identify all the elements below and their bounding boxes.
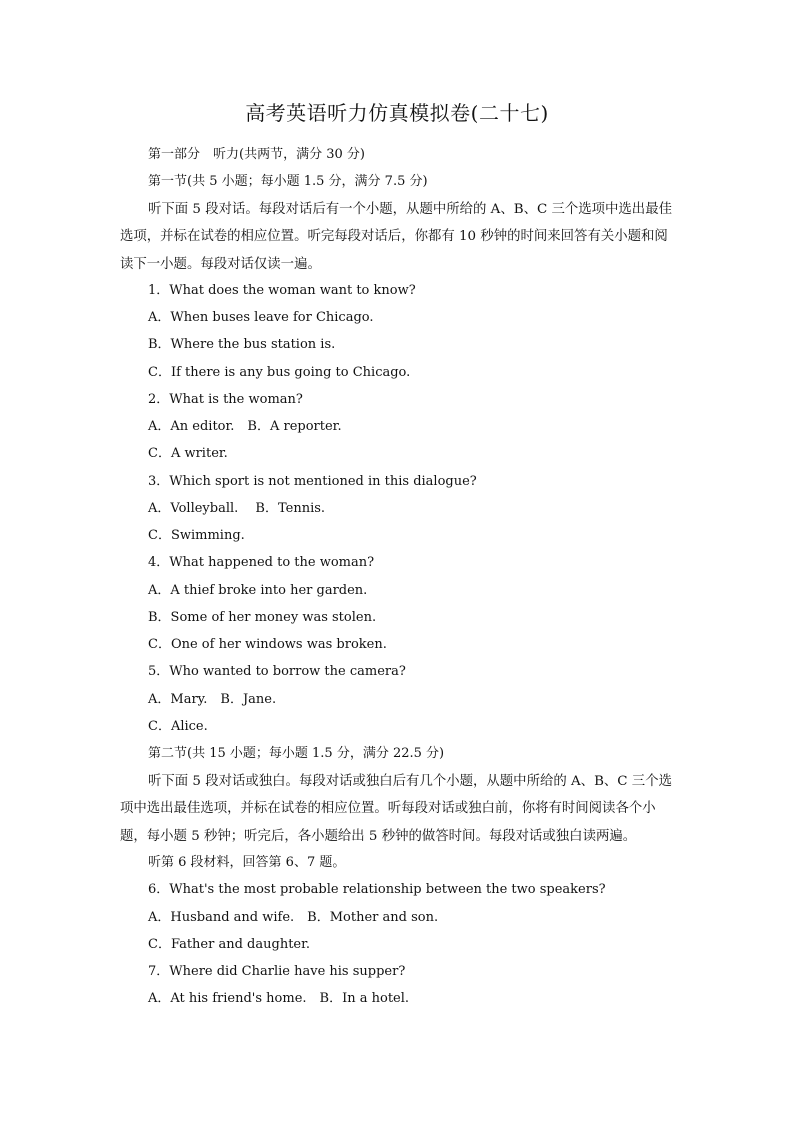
q3-question: 3．Which sport is not mentioned in this dialogue?	[148, 474, 477, 489]
q5-question: 5．Who wanted to borrow the camera?	[148, 664, 406, 679]
q1-option-a: A．When buses leave for Chicago.	[148, 310, 374, 325]
q2-options-ab: A．An editor. B．A reporter.	[148, 419, 342, 434]
q6-question: 6．What's the most probable relationship between the two speakers?	[148, 882, 606, 897]
q5-option-c: C．Alice.	[148, 719, 208, 734]
q4-question: 4．What happened to the woman?	[148, 555, 375, 570]
section2-instructions: 听下面 5 段对话或独白。每段对话或独白后有几个小题，从题中所给的 A、B、C 三个选项中选出最佳选项，并标在试卷的相应位置。听每段对话或独白前，你将有时间阅读各个小题，每小题 5 秒钟；听完后，各小题给出 5 秒钟的做答时间。每段对话或独白读两遍。	[120, 774, 672, 844]
q1-option-c: C．If there is any bus going to Chicago.	[148, 365, 411, 380]
material-6-note: 听第 6 段材料，回答第 6、7 题。	[148, 855, 346, 870]
q1-question: 1．What does the woman want to know?	[148, 283, 416, 298]
q6-options-ab: A．Husband and wife. B．Mother and son.	[148, 910, 439, 925]
q2-option-c: C．A writer.	[148, 446, 228, 461]
q1-option-b: B．Where the bus station is.	[148, 337, 336, 352]
section1-heading: 第一节(共 5 小题；每小题 1.5 分，满分 7.5 分)	[148, 174, 428, 189]
q2-question: 2．What is the woman?	[148, 392, 303, 407]
q4-option-b: B．Some of her money was stolen.	[148, 610, 377, 625]
q3-option-c: C．Swimming.	[148, 528, 245, 543]
section2-heading: 第二节(共 15 小题；每小题 1.5 分，满分 22.5 分)	[148, 746, 445, 761]
part-heading: 第一部分 听力(共两节，满分 30 分)	[148, 147, 365, 162]
q5-options-ab: A．Mary. B．Jane.	[148, 692, 277, 707]
section1-instructions: 听下面 5 段对话。每段对话后有一个小题，从题中所给的 A、B、C 三个选项中选出最佳选项，并标在试卷的相应位置。听完每段对话后，你都有 10 秒钟的时间来回答有关小题和阅读下一小题。每段对话仅读一遍。	[120, 202, 672, 272]
q7-question: 7．Where did Charlie have his supper?	[148, 964, 406, 979]
page-title: 高考英语听力仿真模拟卷(二十七)	[245, 101, 549, 125]
q3-options-ab: A．Volleyball. B．Tennis.	[148, 501, 326, 516]
q6-option-c: C．Father and daughter.	[148, 937, 311, 952]
q4-option-a: A．A thief broke into her garden.	[148, 583, 368, 598]
q7-options-ab: A．At his friend's home. B．In a hotel.	[148, 991, 410, 1006]
q4-option-c: C．One of her windows was broken.	[148, 637, 387, 652]
